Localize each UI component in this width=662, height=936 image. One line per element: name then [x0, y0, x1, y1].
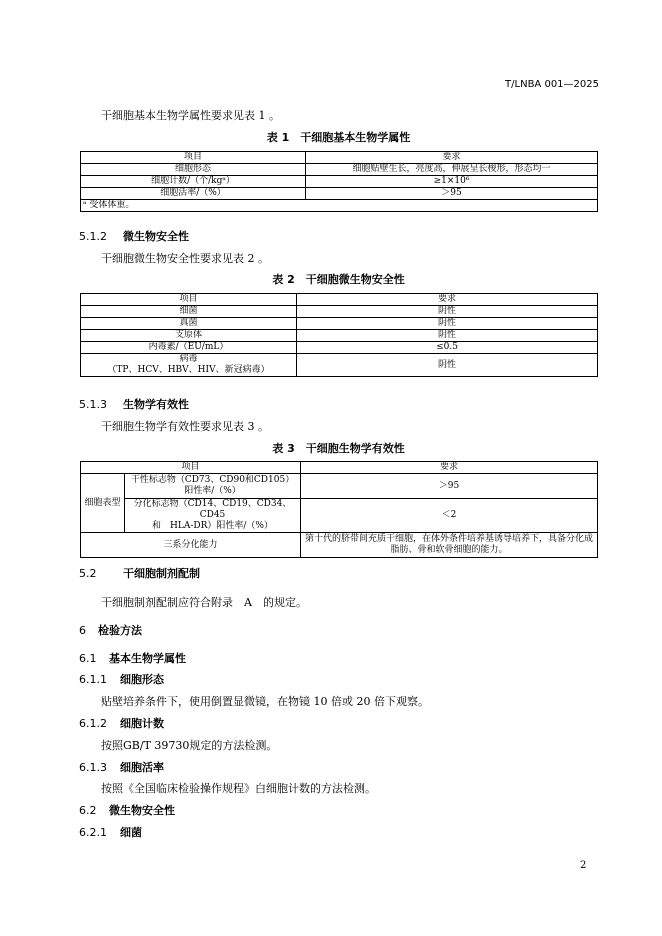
table-cell: ＜2: [301, 499, 598, 533]
table-row: [81, 306, 598, 318]
table-row: [81, 499, 598, 533]
section-number: 6.1: [79, 652, 97, 665]
table-cell: 阴性: [297, 354, 598, 377]
table-cell: 支原体: [81, 330, 297, 342]
table-cell: 阴性: [297, 306, 598, 318]
table-cell: 细胞表型: [81, 474, 125, 533]
section-heading: [79, 650, 186, 666]
section-title: 检验方法: [98, 624, 142, 637]
section-title: 细胞形态: [120, 673, 164, 686]
section-number: 6.1.2: [79, 717, 107, 730]
section-heading: [79, 802, 175, 818]
paragraph: 干细胞基本生物学属性要求见表 1 。: [101, 109, 280, 122]
table-cell: 阴性: [297, 318, 598, 330]
table-row: [81, 188, 598, 200]
table-caption: 表 3 干细胞生物学有效性: [272, 442, 405, 455]
section-heading: [79, 228, 189, 244]
table-header-cell: 项目: [81, 152, 306, 164]
table-biological-efficacy: [80, 461, 598, 558]
table-cell: [81, 354, 297, 377]
table-microbial-safety: [80, 293, 598, 377]
section-title: 生物学有效性: [123, 398, 189, 411]
section-title: 微生物安全性: [123, 230, 189, 243]
table-cell: 第十代的脐带间充质干细胞，在体外条件培养基诱导培养下，具备分化成脂肪、骨和软骨细胞的能力。: [301, 533, 598, 558]
table-basic-properties: [80, 151, 598, 212]
table-cell: ＞95: [306, 188, 598, 200]
section-heading: [79, 396, 189, 412]
table-cell: 三系分化能力: [81, 533, 301, 558]
table-cell: 内毒素/（EU/mL）: [81, 342, 297, 354]
section-number: 5.1.3: [79, 398, 107, 411]
section-heading: [79, 715, 164, 731]
section-title: 细菌: [120, 826, 142, 839]
table-header-row: [81, 294, 598, 306]
table-cell: 阴性: [297, 330, 598, 342]
section-heading: [79, 824, 142, 840]
table-cell: [125, 474, 301, 499]
table-header-cell: 项目: [81, 462, 301, 474]
table-cell-line: （TP、HCV、HBV、HIV、新冠病毒）: [107, 365, 270, 375]
paragraph: 干细胞生物学有效性要求见表 3 。: [101, 420, 269, 433]
table-header-cell: 要求: [297, 294, 598, 306]
section-title: 细胞计数: [120, 717, 164, 730]
table-header-cell: 要求: [301, 462, 598, 474]
table-cell: 真菌: [81, 318, 297, 330]
section-number: 6.2: [79, 804, 97, 817]
section-heading: [79, 565, 200, 581]
table-cell-line: 分化标志物（CD14、CD19、CD34、CD45: [133, 499, 292, 520]
table-header-row: [81, 462, 598, 474]
table-cell-line: 阳性率/（%）: [184, 486, 241, 496]
section-title: 基本生物学属性: [109, 652, 186, 665]
section-number: 6.1.1: [79, 673, 107, 686]
table-row: [81, 342, 598, 354]
section-title: 微生物安全性: [109, 804, 175, 817]
document-header: T/LNBA 001—2025: [505, 79, 599, 90]
table-header-cell: 要求: [306, 152, 598, 164]
section-number: 6.2.1: [79, 826, 107, 839]
table-row: [81, 533, 598, 558]
table-row: [81, 330, 598, 342]
section-number: 5.2: [79, 567, 97, 580]
section-number: 5.1.2: [79, 230, 107, 243]
table-header-row: [81, 152, 598, 164]
table-cell: ＞95: [301, 474, 598, 499]
section-heading: [79, 671, 164, 687]
page-number: 2: [580, 860, 587, 871]
table-cell: 细胞形态: [81, 164, 306, 176]
table-header-cell: 项目: [81, 294, 297, 306]
paragraph: 干细胞微生物安全性要求见表 2 。: [101, 252, 269, 265]
paragraph: 贴壁培养条件下，使用倒置显微镜，在物镜 10 倍或 20 倍下观察。: [101, 695, 429, 708]
table-cell: 细胞贴壁生长，亮度高，伸展呈长梭形，形态均一: [306, 164, 598, 176]
table-cell: ≥1×10⁶: [306, 176, 598, 188]
section-heading: [79, 759, 164, 775]
table-cell: [125, 499, 301, 533]
section-heading: [79, 622, 142, 638]
table-row: [81, 176, 598, 188]
section-title: 细胞活率: [120, 761, 164, 774]
table-row: [81, 474, 598, 499]
table-cell: 细胞活率/（%）: [81, 188, 306, 200]
table-cell: 细胞计数/（个/kgᵃ）: [81, 176, 306, 188]
table-row: [81, 354, 598, 377]
paragraph: 干细胞制剂配制应符合附录 A 的规定。: [101, 596, 307, 609]
table-cell-line: 病毒: [179, 354, 198, 364]
table-row: [81, 164, 598, 176]
table-cell-line: 干性标志物（CD73、CD90和CD105）: [130, 475, 295, 485]
paragraph: 按照GB/T 39730规定的方法检测。: [101, 739, 278, 752]
table-row: [81, 318, 598, 330]
section-number: 6: [79, 624, 86, 637]
table-cell-line: 和 HLA-DR）阳性率/（%）: [152, 521, 273, 531]
section-number: 6.1.3: [79, 761, 107, 774]
table-cell: 细菌: [81, 306, 297, 318]
table-footnote-row: [81, 200, 598, 212]
paragraph: 按照《全国临床检验操作规程》白细胞计数的方法检测。: [101, 782, 376, 795]
table-caption: 表 1 干细胞基本生物学属性: [266, 131, 411, 144]
table-footnote: ᵃ 受体体重。: [81, 200, 598, 212]
section-title: 干细胞制剂配制: [123, 567, 200, 580]
table-cell: ≤0.5: [297, 342, 598, 354]
table-caption: 表 2 干细胞微生物安全性: [272, 273, 405, 286]
